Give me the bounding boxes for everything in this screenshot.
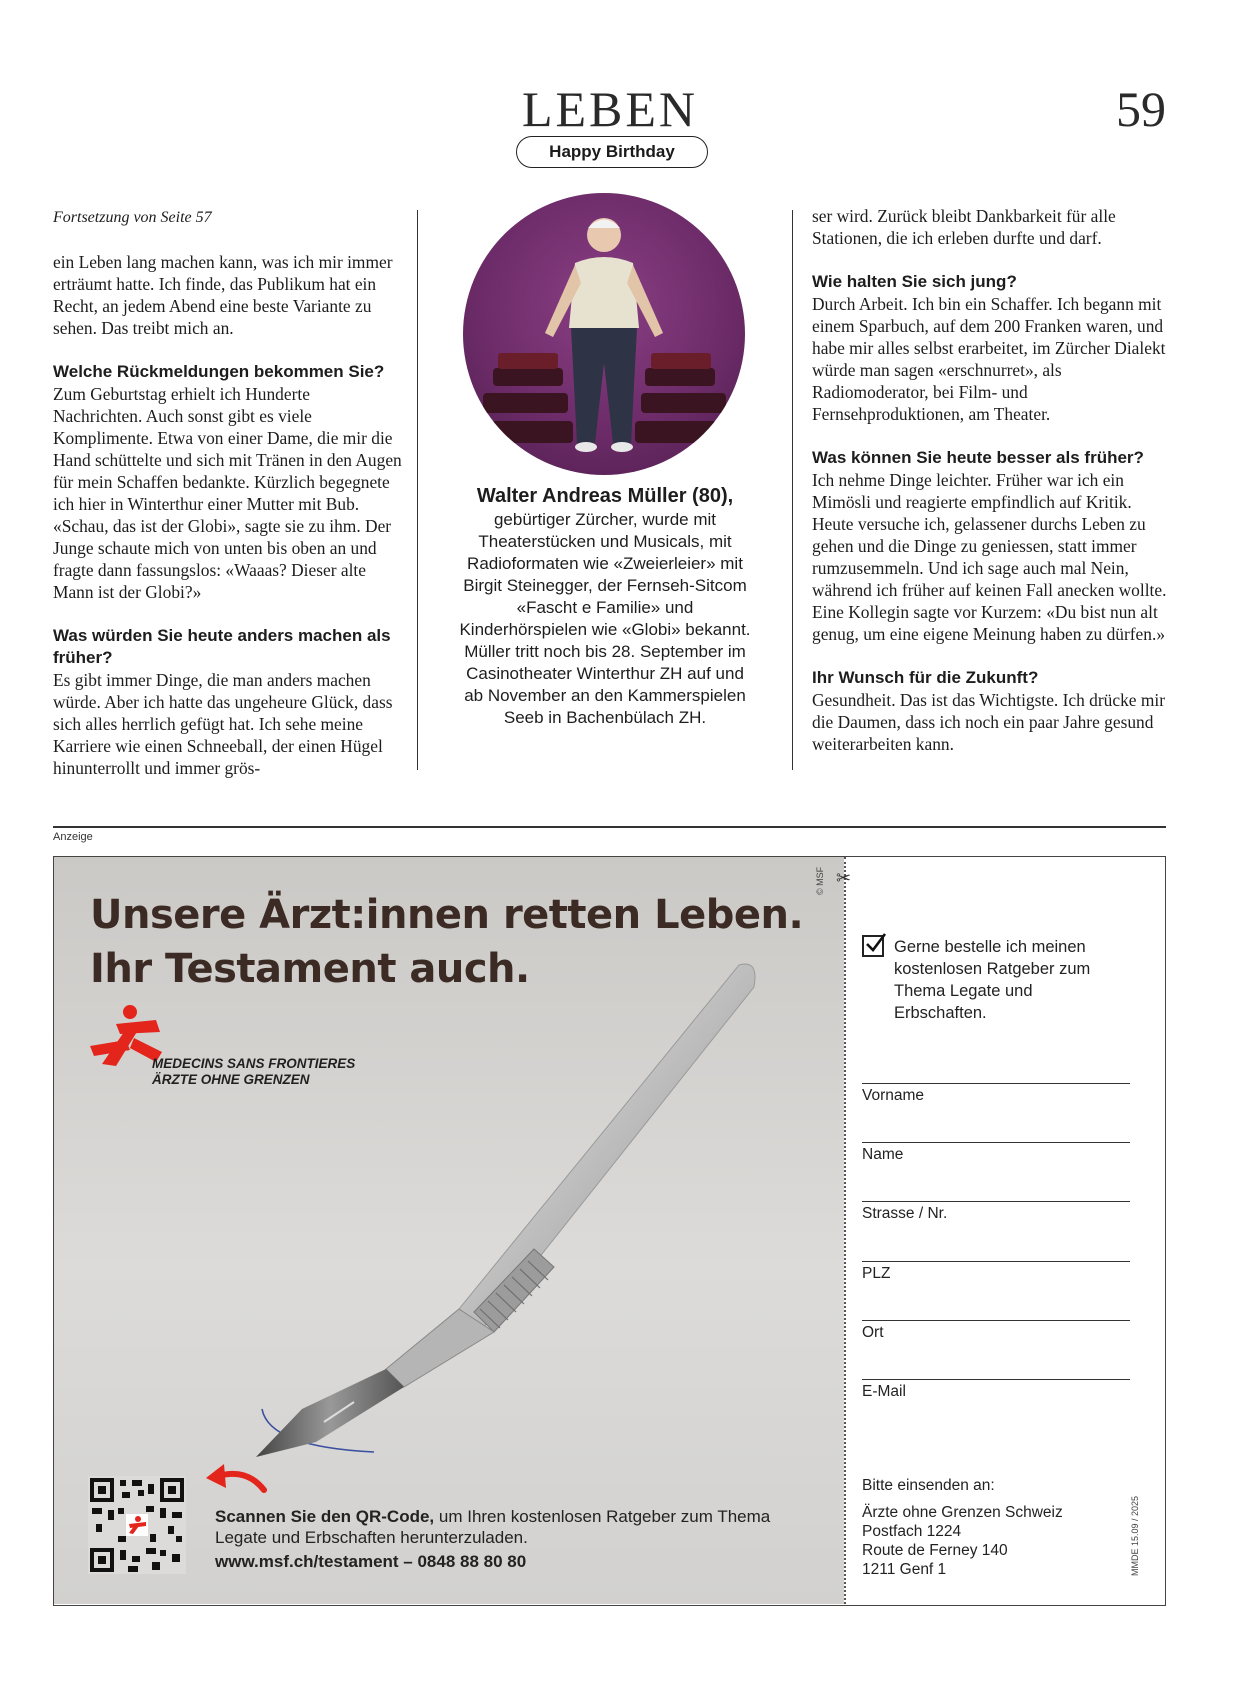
photo-caption	[455, 483, 755, 729]
send-to-label: Bitte einsenden an:	[862, 1477, 995, 1494]
ad-headline-line-2: Ihr Testament auch.	[90, 946, 530, 992]
page-number: 59	[1116, 81, 1166, 137]
caption-name: Walter Andreas Müller (80),	[476, 485, 734, 507]
interview-question: Welche Rückmeldungen bekommen Sie?	[53, 362, 385, 381]
address-line: Route de Ferney 140	[862, 1542, 1008, 1559]
ad-separator	[53, 826, 1166, 828]
coupon-offer-text: Gerne bestelle ich meinen kostenlosen Ratgeber zum Thema Legate und Erbschaften.	[894, 938, 1091, 1022]
coupon-cut-line	[844, 857, 846, 1604]
checkmark-icon	[863, 932, 887, 956]
continuation-note: Fortsetzung von Seite 57	[53, 209, 212, 226]
ad-code: MMDE 15.09 / 2025	[1130, 1495, 1140, 1576]
scan-instruction	[215, 1506, 815, 1548]
arrow-left-icon	[202, 1460, 272, 1498]
contact-link[interactable]: www.msf.ch/testament – 0848 88 80 80	[215, 1552, 527, 1571]
field-vorname[interactable]: Vorname	[862, 1083, 1130, 1105]
order-checkbox[interactable]	[862, 935, 884, 957]
article-paragraph: ein Leben lang machen kann, was ich mir immer erträumt hatte. Ich finde, das Publikum hat ein Recht, an jedem Abend eine beste Variante zu sehen. Das treibt mich an.	[53, 252, 393, 338]
interview-question: Ihr Wunsch für die Zukunft?	[812, 668, 1039, 687]
interview-question: Wie halten Sie sich jung?	[812, 272, 1017, 291]
ad-headline	[90, 888, 803, 996]
rubric-badge: Happy Birthday	[516, 136, 708, 168]
section-title: LEBEN	[521, 81, 699, 137]
ad-label: Anzeige	[53, 831, 93, 843]
send-to-address	[862, 1476, 1122, 1579]
article-column-right	[812, 205, 1167, 777]
msf-logo-text	[152, 1056, 355, 1088]
column-divider	[417, 210, 418, 770]
qr-code[interactable]	[88, 1476, 186, 1574]
ad-copyright: © MSF	[815, 866, 825, 895]
address-line: Postfach 1224	[862, 1523, 962, 1540]
article-paragraph: ser wird. Zurück bleibt Dankbarkeit für alle Stationen, die ich erleben durfte und darf.	[812, 206, 1116, 248]
interview-answer: Es gibt immer Dinge, die man anders machen würde. Aber ich hatte das ungeheure Glück, dass sich alles herrlich gefügt hat. Ich sehe meine Karriere wie einen Schneeball, der einen Hügel hinunterrollt und immer grös-	[53, 670, 393, 778]
address-line: 1211 Genf 1	[862, 1561, 947, 1578]
msf-name-line-1: MEDECINS SANS FRONTIERES	[152, 1056, 356, 1071]
interview-answer: Durch Arbeit. Ich bin ein Schaffer. Ich begann mit einem Sparbuch, auf dem 200 Franken waren, und habe mir alles selbst erarbeitet, im Zürcher Dialekt würde man sagen «erschnurret», als Radiomoderator, bei Film- und Fernsehproduktionen, am Theater.	[812, 294, 1166, 424]
interview-question: Was können Sie heute besser als früher?	[812, 448, 1144, 467]
interview-answer: Ich nehme Dinge leichter. Früher war ich ein Mimösli und reagierte empfindlich auf Kritik. Heute versuche ich, gelassener durchs Leben zu gehen und die Dinge zu geniessen, statt immer rumzusemmeln. Und ich sage auch mal Nein, während ich früher auf keinen Fall anecken wollte. Eine Kollegin sagte vor Kurzem: «Du bist nun alt genug, um eine eigene Meinung haben zu dürfen.»	[812, 470, 1167, 644]
column-divider	[792, 210, 793, 770]
scan-instruction-text: um Ihren kostenlosen Ratgeber zum Thema Legate und Erbschaften herunterzuladen.	[215, 1507, 771, 1547]
ad-headline-line-1: Unsere Ärzt:innen retten Leben.	[90, 892, 804, 938]
interview-answer: Zum Geburtstag erhielt ich Hunderte Nachrichten. Auch sonst gibt es viele Komplimente. Etwa von einer Dame, die mir die Hand schüttelte und sich mit Tränen in den Augen für mein Schaffen bedankte. Kürzlich begegnete ich hier in Winterthur einer Mutter mit Bub. «Schau, das ist der Globi», sagte sie zu ihm. Der Junge schaute mich von unten bis oben an und fragte dann fassungslos: «Waaas? Dieser alte Mann ist der Globi?»	[53, 384, 402, 602]
scan-instruction-bold: Scannen Sie den QR-Code,	[215, 1507, 435, 1526]
msf-name-line-2: ÄRZTE OHNE GRENZEN	[152, 1072, 310, 1087]
portrait-photo	[463, 193, 745, 475]
article-column-left	[53, 205, 403, 801]
interview-answer: Gesundheit. Das ist das Wichtigste. Ich drücke mir die Daumen, dass ich noch ein paar Jahre gesund weiterarbeiten kann.	[812, 690, 1165, 754]
portrait-illustration	[463, 193, 745, 475]
field-plz[interactable]: PLZ	[862, 1261, 1130, 1283]
field-strasse[interactable]: Strasse / Nr.	[862, 1201, 1130, 1223]
caption-text: gebürtiger Zürcher, wurde mit Theaterstücken und Musicals, mit Radioformaten wie «Zweierleier» mit Birgit Steinegger, der Fernseh-Sitcom «Fascht e Familie» und Kinderhörspielen wie «Globi» bekannt. Müller tritt noch bis 28. September im Casinotheater Winterthur ZH auf und ab November an den Kammerspielen Seeb in Bachenbülach ZH.	[459, 510, 751, 727]
interview-question: Was würden Sie heute anders machen als früher?	[53, 626, 391, 667]
field-ort[interactable]: Ort	[862, 1320, 1130, 1342]
address-line: Ärzte ohne Grenzen Schweiz	[862, 1504, 1063, 1521]
scissors-icon: ✂	[836, 868, 852, 888]
field-name[interactable]: Name	[862, 1142, 1130, 1164]
field-email[interactable]: E-Mail	[862, 1379, 1130, 1401]
